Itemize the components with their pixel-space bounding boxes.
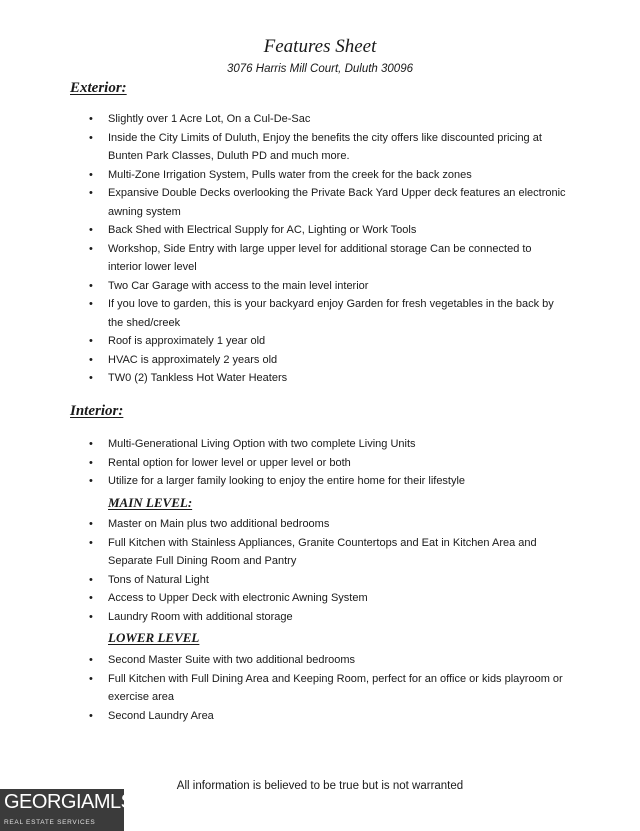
list-item: • Second Laundry Area xyxy=(0,707,568,726)
list-item: • Full Kitchen with Full Dining Area and Keeping Room, perfect for an office or kids playroom or exercise area xyxy=(0,670,568,707)
list-item: • Access to Upper Deck with electronic Awning System xyxy=(0,589,568,608)
exterior-list xyxy=(0,110,568,388)
interior-heading: Interior: xyxy=(70,403,124,419)
list-item: • Back Shed with Electrical Supply for AC, Lighting or Work Tools xyxy=(0,221,568,240)
list-item: • Second Master Suite with two additional bedrooms xyxy=(0,651,568,670)
list-item: • Rental option for lower level or upper level or both xyxy=(0,454,568,473)
main-level-heading: MAIN LEVEL: xyxy=(108,495,193,510)
disclaimer: All information is believed to be true but is not warranted xyxy=(176,780,464,792)
list-item: • If you love to garden, this is your backyard enjoy Garden for fresh vegetables in the back by the shed/creek xyxy=(0,295,568,332)
lower-level-heading: LOWER LEVEL xyxy=(108,630,200,645)
list-item: • Master on Main plus two additional bedrooms xyxy=(0,515,568,534)
logo-tagline: REAL ESTATE SERVICES xyxy=(4,819,96,826)
page-title: Features Sheet xyxy=(263,36,377,57)
list-item: • Roof is approximately 1 year old xyxy=(0,332,568,351)
exterior-heading: Exterior: xyxy=(70,80,127,96)
georgiamls-logo xyxy=(0,789,134,831)
list-item: • Inside the City Limits of Duluth, Enjoy the benefits the city offers like discounted pricing at Bunten Park Classes, Duluth PD and much more. xyxy=(0,129,568,166)
list-item: • Expansive Double Decks overlooking the Private Back Yard Upper deck features an electronic awning system xyxy=(0,184,568,221)
list-item: • Two Car Garage with access to the main level interior xyxy=(0,277,568,296)
logo-wordmark: GEORGIAMLS xyxy=(4,791,134,813)
list-item: • Workshop, Side Entry with large upper level for additional storage Can be connected to interior lower level xyxy=(0,240,568,277)
list-item: • Laundry Room with additional storage xyxy=(0,608,568,627)
lower-level-list xyxy=(0,651,568,725)
list-item: • Tons of Natural Light xyxy=(0,571,568,590)
list-item: • Utilize for a larger family looking to enjoy the entire home for their lifestyle xyxy=(0,472,568,491)
list-item: • Full Kitchen with Stainless Appliances, Granite Countertops and Eat in Kitchen Area and Separate Full Dining Room and Pantry xyxy=(0,534,568,571)
main-level-list xyxy=(0,515,568,626)
list-item: • Multi-Generational Living Option with two complete Living Units xyxy=(0,435,568,454)
list-item: • Multi-Zone Irrigation System, Pulls water from the creek for the back zones xyxy=(0,166,568,185)
property-address: 3076 Harris Mill Court, Duluth 30096 xyxy=(226,63,413,75)
list-item: • TW0 (2) Tankless Hot Water Heaters xyxy=(0,369,568,388)
interior-list xyxy=(0,435,568,491)
list-item: • Slightly over 1 Acre Lot, On a Cul-De-Sac xyxy=(0,110,568,129)
list-item: • HVAC is approximately 2 years old xyxy=(0,351,568,370)
